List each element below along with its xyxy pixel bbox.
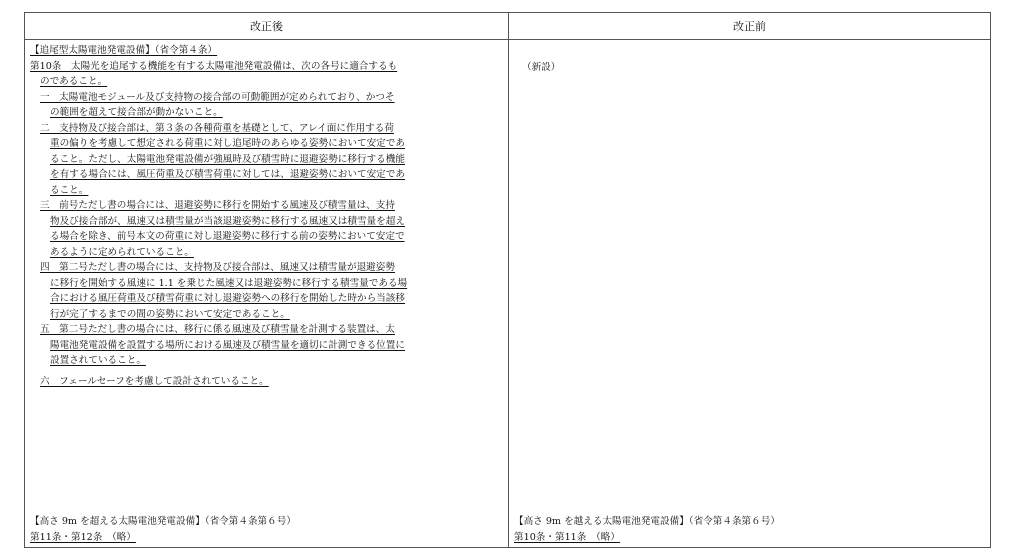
after-heading: 【追尾型太陽電池発電設備】（省令第４条） [30, 45, 218, 56]
before-height-section [514, 514, 985, 545]
item-1: 一 太陽電池モジュール及び支持物の接合部の可動範囲が定められており、かつそ の範囲を超えて接合部が動かないこと。 [40, 91, 395, 118]
item-3: 三 前号ただし書の場合には、退避姿勢に移行を開始する風速及び積雪量は、支持 物及び接合部が、風速又は積雪量が当該退避姿勢に移行する風速又は積雪量を超え る場合を除き、前号本文の荷重に対し退避姿勢に移行する前の姿勢において安定で あるように定められていること。 [40, 200, 405, 258]
item-5: 五 第二号ただし書の場合には、移行に係る風速及び積雪量を計測する装置は、太 陽電池発電設備を設置する場所における風速及び積雪量を適切に計測できる位置に 設置されていること。 [40, 324, 405, 366]
header-after: 改正後 [25, 13, 509, 40]
after-height-section [30, 514, 503, 545]
header-before: 改正前 [509, 13, 991, 40]
after-column [25, 40, 509, 548]
before-height-heading: 【高さ 9m を越える太陽電池発電設備】（省令第４条第６号） [514, 516, 780, 527]
new-establishment-note: （新設） [522, 62, 561, 73]
item-2: 二 支持物及び接合部は、第３条の各種荷重を基礎として、アレイ面に作用する荷 重の偏りを考慮して想定される荷重に対し追尾時のあらゆる姿勢において安定であ ること。ただし、太陽電池発電設備が強風時及び積雪時に退避姿勢に移行する機能 を有する場合には、風圧荷重及び積雪荷重に対しては、退避姿勢において安定であ ること。 [40, 122, 405, 196]
before-column [509, 40, 991, 548]
article-10-line-1: 第10条 太陽光を追尾する機能を有する太陽電池発電設備は、次の各号に適合するも [30, 60, 398, 72]
after-height-articles: 第11条・第12条 （略） [30, 531, 136, 543]
item-6: 六 フェールセーフを考慮して設計されていること。 [40, 375, 269, 387]
after-height-heading: 【高さ 9m を超える太陽電池発電設備】（省令第４条第６号） [30, 516, 296, 527]
article-10-line-2: のであること。 [40, 76, 108, 87]
item-4: 四 第二号ただし書の場合には、支持物及び接合部は、風速又は積雪量が退避姿勢 に移行を開始する風速に 1.1 を乗じた風速又は退避姿勢に移行する積雪量である場 合における風圧荷重及び積雪荷重に対し退避姿勢への移行を開始した時から当該移 行が完了するまでの間の姿勢において安定であること。 [40, 262, 408, 320]
before-height-articles: 第10条・第11条 （略） [514, 531, 620, 543]
comparison-table [24, 12, 991, 548]
